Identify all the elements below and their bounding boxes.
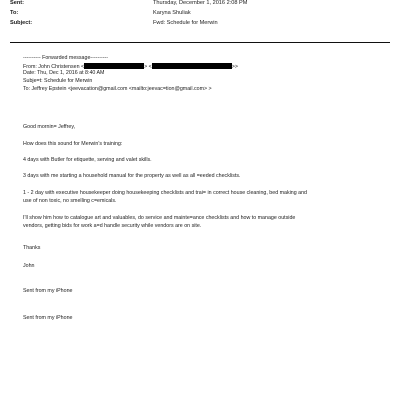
from-prefix: From: John Christensen < (23, 64, 85, 70)
sent-label: Sent: (10, 0, 24, 6)
forwarded-date: Date: Thu, Dec 1, 2016 at 8:40 AM (23, 70, 105, 76)
forwarded-to: To: Jeffrey Epstein <jeevacation@gmail.com <mailto:jeevac=tion@gmail.com> > (23, 86, 212, 92)
forwarded-marker: ---------- Forwarded message---------- (23, 55, 109, 61)
paragraph-4-line-1: 1 - 2 day with executive housekeeper doing housekeeping checklists and trai= in correct house cleaning, bed making and (23, 190, 308, 196)
paragraph-3: 3 days with me starting a household manual for the property as well as all =eeded checklists. (23, 173, 241, 179)
thanks: Thanks (23, 245, 41, 251)
to-label: To: (10, 10, 19, 16)
greeting: Good mornin= Jeffrey, (23, 124, 76, 130)
signature: John (23, 263, 35, 269)
paragraph-5-line-1: I'll show him how to catalogue art and valuables, do service and mainte=ance checklists and how to manage outside (23, 215, 296, 221)
subject-value: Fwd: Schedule for Merwin (153, 20, 218, 26)
forwarded-subject: Subje=t: Schedule for Merwin (23, 78, 93, 84)
from-mid: > < (144, 64, 152, 70)
paragraph-2: 4 days with Butler for etiquette, serving and valet skills. (23, 157, 152, 163)
paragraph-1: How does this sound for Merwin's training: (23, 141, 123, 147)
sent-value: Thursday, December 1, 2016 2:08 PM (153, 0, 248, 6)
from-suffix: >> (231, 64, 238, 70)
redaction-bar (152, 63, 232, 69)
header-divider (10, 42, 390, 43)
redaction-bar (84, 63, 144, 69)
sent-from-iphone-2: Sent from my iPhone (23, 315, 73, 321)
paragraph-4-line-2: use of non toxic, no smelling c=emicals. (23, 198, 117, 204)
to-value: Karyna Shuliak (153, 10, 191, 16)
subject-label: Subject: (10, 20, 33, 26)
sent-from-iphone-1: Sent from my iPhone (23, 288, 73, 294)
paragraph-5-line-2: vendors, getting bids for work a=d handle security while vendors are on site. (23, 223, 202, 229)
